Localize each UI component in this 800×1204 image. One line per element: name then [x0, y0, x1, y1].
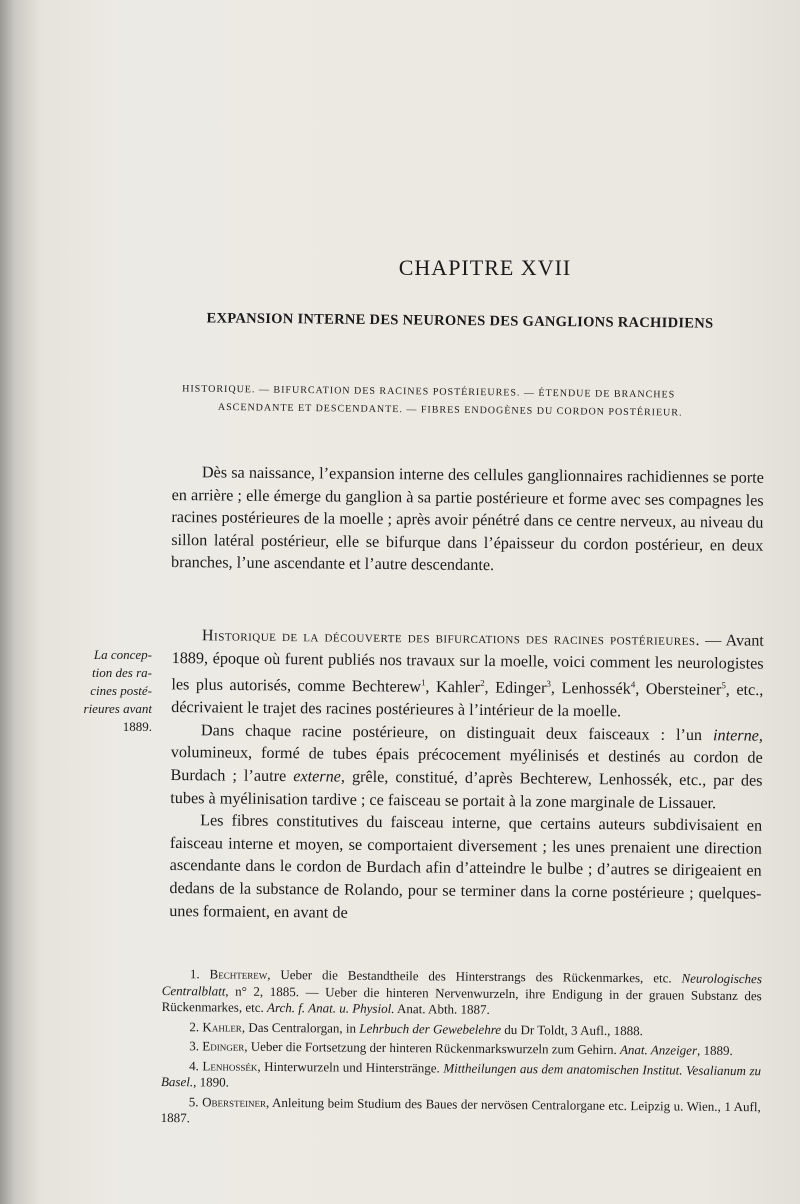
margin-note-line: tion des ra- [92, 665, 152, 680]
footnote-ref: 5 [721, 680, 726, 691]
historique-text: , Kahler [425, 678, 481, 697]
paragraph-text: , grêle, constitué, d’après Bechterew, Lenhossék, etc., par des tubes à myélinisation tardive ; ce faisceau se portait à la zone marginale de Lissauer. [170, 767, 763, 812]
chapter-title: EXPANSION INTERNE DES NEURONES DES GANGLIONS RACHIDIENS [206, 310, 714, 332]
footnote-number: 3. [189, 1038, 203, 1054]
historique-text: — Avant 1889, époque où furent publiés nos travaux sur la moelle, voici comment les neurologistes les plus autorisés, comme Bechterew [171, 631, 764, 696]
footnote-3 [161, 1038, 761, 1060]
footnote-2 [161, 1018, 761, 1040]
paragraph-text: Dans chaque racine postérieure, on distinguait deux faisceaux : l’un [200, 721, 714, 744]
footnote-text: , Anleitung beim Studium des Baues der nervösen Centralorgane etc. Leipzig u. Wien., 1 Aufl, 1887. [160, 1094, 761, 1126]
footnote-journal: Lehrbuch der Gewebelehre [359, 1020, 502, 1037]
historique-paragraph [171, 624, 764, 724]
emphasis: interne [712, 725, 759, 745]
footnote-journal: Arch. f. Anat. u. Physiol. [266, 999, 395, 1017]
footnote-text: , n° 2, 1885. — Ueber die hinteren Nervenwurzeln, ihre Endigung in der grauen Substanz des Rückenmarkes, etc. [161, 983, 762, 1015]
margin-note-line: 1889. [122, 719, 152, 734]
footnote-text: , 1889. [696, 1042, 733, 1058]
footnotes [161, 966, 762, 1135]
intro-section [171, 461, 764, 580]
footnote-author: Bechterew [209, 966, 268, 982]
footnote-4 [161, 1057, 761, 1095]
summary-line-1: HISTORIQUE. — BIFURCATION DES RACINES POSTÉRIEURES. — ÉTENDUE DE BRANCHES [182, 383, 676, 401]
margin-note-line: cines posté- [90, 683, 152, 698]
footnote-ref: 3 [546, 678, 552, 689]
footnote-text: , Ueber die Fortsetzung der hinteren Rückenmarkswurzeln zum Gehirn. [244, 1038, 621, 1057]
chapter-number: CHAPITRE XVII [398, 255, 572, 280]
footnote-ref: 4 [630, 679, 636, 690]
historique-text: , Edinger [484, 678, 547, 698]
paragraph-text: , volumineux, formé de tubes épais précocement myélinisés et destinés au cordon de Burdach ; l’autre [170, 726, 764, 786]
footnote-author: Edinger [202, 1038, 245, 1054]
footnote-number: 1. [189, 966, 210, 982]
footnote-ref: 2 [480, 678, 485, 689]
footnote-journal: Anat. Anzeiger [619, 1042, 698, 1058]
summary-line-2: ASCENDANTE ET DESCENDANTE. — FIBRES ENDOGÈNES DU CORDON POSTÉRIEUR. [217, 401, 683, 419]
footnote-1 [162, 966, 762, 1021]
intro-paragraph: Dès sa naissance, l’expansion interne des cellules ganglionnaires rachidiennes se porte en arrière ; elle émerge du ganglion à sa partie postérieure et forme avec ses compagnes les racines postérieures de la moelle ; après avoir pénétré dans ce centre nerveux, au niveau du sillon latéral postérieur, elle se bifurque dans l’épaisseur du cordon postérieur, en deux branches, l’une ascendante et l’autre descendante. [170, 463, 764, 575]
footnote-text: Anat. Abth. 1887. [394, 1001, 490, 1017]
footnote-text: , 1890. [193, 1074, 229, 1090]
footnote-text: du Dr Toldt, 3 Aufl., 1888. [501, 1021, 644, 1038]
margin-note-line: rieures avant [83, 701, 152, 716]
footnote-author: Lenhossék [202, 1057, 258, 1074]
footnote-author: Obersteiner [202, 1093, 267, 1110]
historique-heading: Historique de la découverte des bifurcations des racines postérieures. [201, 626, 701, 650]
footnote-ref: 1 [420, 677, 426, 688]
fibres-paragraph: Les fibres constitutives du faisceau interne, que certains auteurs subdivisaient en faisceau interne et moyen, se comportaient diversement ; les unes prenaient une direction ascendante dans le cordon de Burdach afin d’atteindre le bulbe ; d’autres se dirigeaient en dedans de la substance de Rolando, pour se terminer dans la corne postérieure ; quelques-unes formaient, en avant de [169, 811, 763, 922]
footnote-journal: Mittheilungen aus dem anatomischen Institut. Vesalianum zu Basel. [160, 1059, 762, 1090]
footnote-text: , Hinterwurzeln und Hinterstränge. [257, 1058, 444, 1075]
footnote-number: 4. [189, 1057, 203, 1073]
chapter-summary [182, 380, 762, 423]
footnote-number: 5. [188, 1093, 203, 1109]
footnote-journal: Neurologisches Centralblatt [161, 970, 762, 999]
historique-text: , Lenhossék [550, 679, 631, 698]
margin-note-line: La concep- [93, 647, 152, 662]
footnote-number: 2. [189, 1018, 203, 1034]
historique-text: , Obersteiner [635, 680, 722, 699]
footnote-author: Kahler [202, 1018, 242, 1035]
footnote-text: , Das Centralorgan, in [241, 1019, 360, 1036]
footnote-5 [161, 1093, 761, 1131]
faisceaux-paragraph [170, 719, 763, 815]
margin-note [52, 646, 152, 736]
historique-section [169, 624, 764, 928]
historique-text: , etc., décrivaient le trajet des racines postérieures à l’intérieur de la moelle. [171, 680, 764, 721]
footnote-text: , Ueber die Bestandtheile des Hinterstrangs des Rückenmarkes, etc. [267, 966, 682, 986]
emphasis: externe [293, 767, 341, 786]
